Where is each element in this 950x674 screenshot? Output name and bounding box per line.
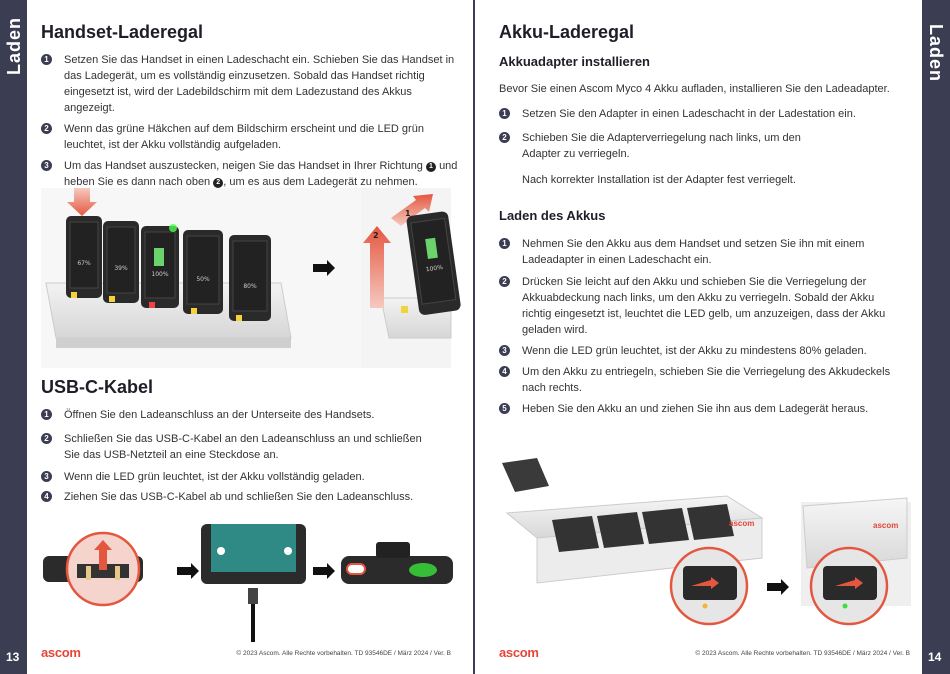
next-arrow-icon <box>313 563 335 579</box>
svg-text:100%: 100% <box>425 264 444 274</box>
list-item: 2 Drücken Sie leicht auf den Akku und schieben Sie die Verriegelung der Akkuabdeckung nach links, um den Akku zu verriegeln. Sobald der Akku richtig eingesetzt ist, leuchtet die LED gelb, um anzuzeigen, dass der Akku geladen wird. <box>499 274 899 338</box>
adapter-lid <box>502 458 549 492</box>
list-item: 4 Ziehen Sie das USB-C-Kabel ab und schließen Sie den Ladeanschluss. <box>41 489 459 505</box>
footer-text: © 2023 Ascom. Alle Rechte vorbehalten. TD 93546DE / März 2024 / Ver. B <box>695 650 910 657</box>
right-page-number: 14 <box>928 650 942 664</box>
left-page <box>27 0 473 674</box>
list-item: 5 Heben Sie den Akku an und ziehen Sie ihn aus dem Ladegerät heraus. <box>499 401 899 417</box>
phone-3 <box>141 224 179 308</box>
list-item: 2 Schließen Sie das USB-C-Kabel an den Ladeanschluss an und schließen Sie das USB-Netzteil an eine Steckdose an. <box>41 431 459 463</box>
svg-text:1: 1 <box>405 209 411 218</box>
right-page <box>475 0 922 674</box>
list-item: 1 Nehmen Sie den Akku aus dem Handset und setzen Sie ihn mit einem Ladeadapter in einen Ladeschacht ein. <box>499 236 899 268</box>
phone-1 <box>66 216 102 298</box>
handset-steps <box>41 52 459 190</box>
handset-rack-illustration <box>41 188 461 368</box>
list-item: 3 Wenn die LED grün leuchtet, ist der Akku vollständig geladen. <box>41 469 459 485</box>
svg-text:39%: 39% <box>114 265 128 272</box>
svg-text:100%: 100% <box>151 271 169 278</box>
next-arrow-icon <box>767 579 789 595</box>
list-item: 3 Um das Handset auszustecken, neigen Sie das Handset in Ihrer Richtung 1 und heben Sie es dann nach oben 2 , um es aus dem Ladegerät zu nehmen. <box>41 158 459 190</box>
svg-text:67%: 67% <box>77 260 91 267</box>
list-item: 4 Um den Akku zu entriegeln, schieben Sie die Verriegelung des Akkudeckels nach rechts. <box>499 364 899 396</box>
phone-4 <box>183 230 223 314</box>
ref-2-badge: 2 <box>213 178 223 188</box>
footer-text: © 2023 Ascom. Alle Rechte vorbehalten. TD 93546DE / März 2024 / Ver. B <box>236 650 451 657</box>
ascom-logo: ascom <box>41 645 81 660</box>
svg-text:80%: 80% <box>243 283 257 290</box>
usb-illustration <box>41 522 461 644</box>
list-item: 1 Setzen Sie das Handset in einen Ladeschacht ein. Schieben Sie das Handset in das Ladegerät, um es vollständig einzusetzen. Sobald das Handset richtig eingesetzt ist, wird der Ladebildschirm mit dem Ladezustand des Akkus angezeigt. <box>41 52 459 116</box>
battery-rack-title: Akku-Laderegal <box>499 22 635 42</box>
usb-section-title: USB-C-Kabel <box>41 377 154 397</box>
left-page-number: 13 <box>6 650 20 664</box>
ascom-logo: ascom <box>499 645 539 660</box>
left-section-label: Laden <box>4 16 24 75</box>
svg-text:ascom: ascom <box>729 519 755 528</box>
left-side-tab <box>0 0 27 674</box>
list-item: 3 Wenn die LED grün leuchtet, ist der Akku zu mindestens 80% geladen. <box>499 343 899 359</box>
right-side-tab <box>922 0 950 674</box>
adapter-subtitle: Akkuadapter installieren <box>499 54 650 69</box>
usb-steps <box>41 407 459 505</box>
list-item: 2 Schieben Sie die Adapterverriegelung nach links, um den Adapter zu verriegeln. <box>499 130 889 162</box>
list-item: 1 Öffnen Sie den Ladeanschluss an der Unterseite des Handsets. <box>41 407 459 423</box>
battery-subtitle: Laden des Akkus <box>499 208 606 223</box>
svg-text:ascom: ascom <box>873 521 899 530</box>
adapter-steps <box>499 106 889 162</box>
svg-text:2: 2 <box>373 231 379 240</box>
list-item: 2 Wenn das grüne Häkchen auf dem Bildschirm erscheint und die LED grün leuchtet, ist der Akku vollständig aufgeladen. <box>41 121 459 153</box>
adapter-note: Nach korrekter Installation ist der Adapter fest verriegelt. <box>522 174 796 186</box>
right-section-label: Laden <box>926 24 946 83</box>
svg-text:50%: 50% <box>196 276 210 283</box>
handset-section-title: Handset-Laderegal <box>41 22 204 42</box>
phone-5 <box>229 235 271 321</box>
next-arrow-icon <box>177 563 199 579</box>
ref-1-badge: 1 <box>426 162 436 172</box>
adapter-intro: Bevor Sie einen Ascom Myco 4 Akku aufladen, installieren Sie den Ladeadapter. <box>499 83 890 95</box>
list-item: 1 Setzen Sie den Adapter in einen Ladeschacht in der Ladestation ein. <box>499 106 889 122</box>
battery-rack-illustration <box>497 458 917 628</box>
phone-2 <box>103 221 139 303</box>
battery-steps <box>499 236 899 417</box>
